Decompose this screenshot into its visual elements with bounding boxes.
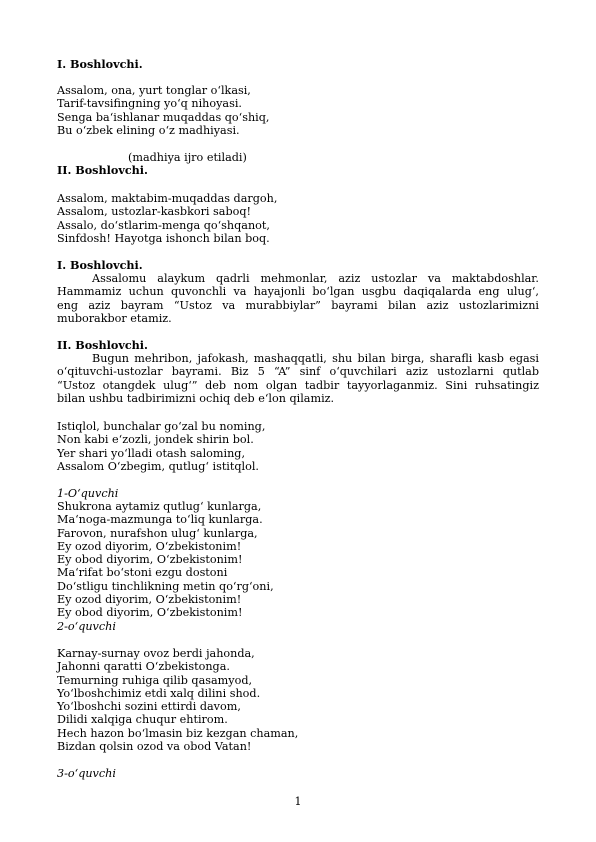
verse-line: Ma‘rifat bo‘stoni ezgu dostoni bbox=[57, 566, 228, 580]
verse-line: Assalom, ona, yurt tonglar o‘lkasi, bbox=[57, 84, 251, 97]
verse-line: Non kabi e‘zozli, jondek shirin bol. bbox=[57, 433, 254, 447]
verse-line: Assalom, ustozlar-kasbkori saboq! bbox=[57, 205, 252, 219]
verse-line: Ey obod diyorim, O‘zbekistonim! bbox=[57, 606, 243, 620]
verse-line: Shukrona aytamiz qutlug‘ kunlarga, bbox=[57, 500, 262, 513]
verse-line: Farovon, nurafshon ulug‘ kunlarga, bbox=[57, 526, 258, 540]
speaker-heading: I. Boshlovchi. bbox=[57, 57, 143, 71]
verse-line: Dilidi xalqiga chuqur ehtirom. bbox=[57, 713, 228, 727]
reader-label: 2-o‘quvchi bbox=[57, 620, 116, 633]
paragraph-line: bilan ushbu tadbirimizni ochiq deb e‘lon qilamiz. bbox=[57, 391, 335, 405]
verse-line: Senga ba‘ishlanar muqaddas qo‘shiq, bbox=[57, 110, 270, 124]
stage-note: (madhiya ijro etiladi) bbox=[128, 151, 247, 164]
verse-line: Assalo, do‘stlarim-menga qo‘shqanot, bbox=[57, 218, 270, 232]
speaker-heading: II. Boshlovchi. bbox=[57, 163, 148, 177]
verse-karnay bbox=[57, 647, 539, 753]
speaker-heading: I. Boshlovchi. bbox=[57, 258, 143, 272]
verse-independence bbox=[57, 420, 539, 473]
verse-line: Ma‘noga-mazmunga to‘liq kunlarga. bbox=[57, 513, 263, 527]
verse-line: Bizdan qolsin ozod va obod Vatan! bbox=[57, 740, 252, 754]
verse-line: Istiqlol, bunchalar go‘zal bu noming, bbox=[57, 420, 266, 433]
verse-school bbox=[57, 192, 539, 245]
verse-line: Sinfdosh! Hayotga ishonch bilan boq. bbox=[57, 231, 270, 245]
verse-line: Jahonni qaratti O‘zbekistonga. bbox=[57, 660, 230, 674]
verse-line: Tarif-tavsifingning yo‘q nihoyasi. bbox=[57, 97, 242, 111]
paragraph-line: muborakbor etamiz. bbox=[57, 311, 172, 325]
verse-line: Temurning ruhiga qilib qasamyod, bbox=[57, 673, 253, 687]
verse-line: Ey ozod diyorim, O‘zbekistonim! bbox=[57, 593, 242, 607]
verse-gratitude bbox=[57, 500, 539, 620]
speaker-heading: II. Boshlovchi. bbox=[57, 338, 148, 352]
verse-line: Do‘stligu tinchlikning metin qo‘rg‘oni, bbox=[57, 579, 274, 593]
event-paragraph bbox=[57, 352, 539, 405]
paragraph-line: eng aziz bayram “Ustoz va murabbiylar” bayrami bilan aziz ustozlarimizni bbox=[57, 298, 539, 312]
page-number: 1 bbox=[294, 795, 302, 808]
verse-line: Yer shari yo‘lladi otash saloming, bbox=[57, 446, 246, 460]
verse-line: Ey ozod diyorim, O‘zbekistonim! bbox=[57, 539, 242, 553]
verse-line: Hech hazon bo‘lmasin biz kezgan chaman, bbox=[57, 726, 299, 740]
paragraph-line: Hammamiz uchun quvonchli va hayajonli bo‘lgan usgbu daqiqalarda eng ulug‘, bbox=[57, 285, 539, 299]
verse-line: Yo‘lboshchi sozini ettirdi davom, bbox=[57, 700, 241, 714]
reader-label: 1-O‘quvchi bbox=[57, 487, 119, 500]
verse-line: Bu o‘zbek elining o‘z madhiyasi. bbox=[57, 123, 240, 137]
verse-anthem-intro bbox=[57, 84, 539, 137]
verse-line: Assalom O‘zbegim, qutlug‘ istitqlol. bbox=[57, 459, 259, 473]
verse-line: Karnay-surnay ovoz berdi jahonda, bbox=[57, 647, 255, 660]
greeting-paragraph bbox=[57, 272, 539, 325]
paragraph-line: o‘qituvchi-ustozlar bayrami. Biz 5 “A” sinf o‘quvchilari aziz ustozlarni qutlab bbox=[57, 365, 539, 379]
verse-line: Assalom, maktabim-muqaddas dargoh, bbox=[57, 192, 278, 205]
paragraph-line: Bugun mehribon, jafokash, mashaqqatli, shu bilan birga, sharafli kasb egasi bbox=[92, 352, 539, 365]
paragraph-line: “Ustoz otangdek ulug‘” deb nom olgan tadbir tayyorlaganmiz. Sini ruhsatingiz bbox=[57, 378, 539, 392]
reader-label: 3-o‘quvchi bbox=[57, 767, 116, 780]
verse-line: Ey obod diyorim, O‘zbekistonim! bbox=[57, 553, 243, 567]
verse-line: Yo‘lboshchimiz etdi xalq dilini shod. bbox=[57, 686, 261, 700]
paragraph-line: Assalomu alaykum qadrli mehmonlar, aziz ustozlar va maktabdoshlar. bbox=[92, 272, 539, 285]
